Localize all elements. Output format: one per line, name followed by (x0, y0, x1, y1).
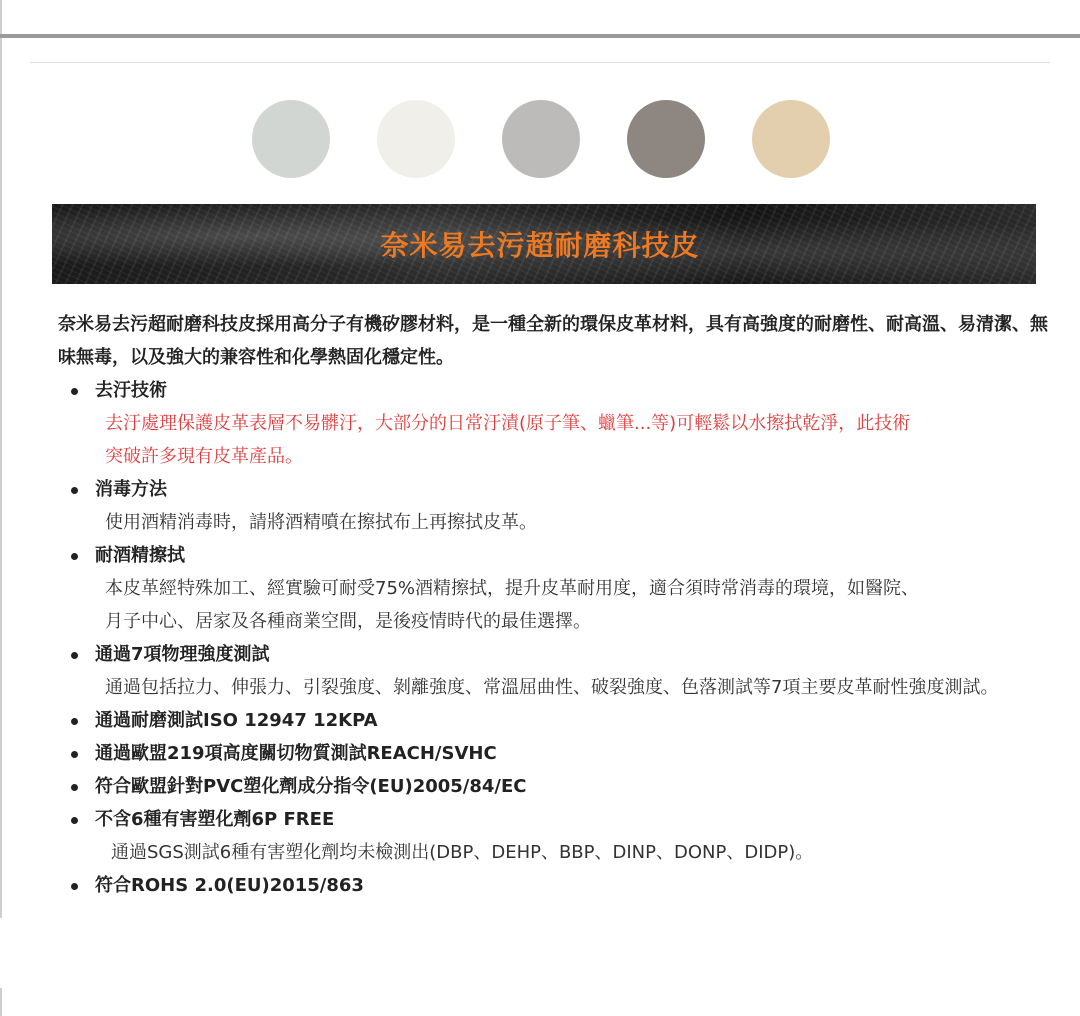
feature-item (58, 770, 1048, 803)
swatch-beige[interactable] (752, 100, 830, 178)
feature-title: 通過耐磨測試ISO 12947 12KPA (95, 710, 378, 731)
feature-description: 本皮革經特殊加工、經實驗可耐受75%酒精擦拭，提升皮革耐用度，適合須時常消毒的環境，如醫院、月子中心、居家及各種商業空間，是後疫情時代的最佳選擇。 (105, 578, 920, 632)
bullet-icon (71, 784, 78, 791)
section-divider (30, 62, 1050, 63)
product-description (58, 308, 1048, 902)
feature-item (58, 869, 1048, 902)
feature-item (58, 737, 1048, 770)
bullet-icon (71, 553, 78, 560)
feature-item (58, 704, 1048, 737)
bullet-icon (71, 388, 78, 395)
top-separator-bar (0, 34, 1080, 38)
swatch-light-gray[interactable] (252, 100, 330, 178)
feature-title: 通過7項物理強度測試 (95, 644, 270, 665)
feature-title: 不含6種有害塑化劑6P FREE (95, 809, 335, 830)
feature-description: 通過SGS測試6種有害塑化劑均未檢測出(DBP、DEHP、BBP、DINP、DONP、DIDP)。 (111, 842, 814, 863)
bullet-icon (71, 718, 78, 725)
color-swatches (252, 100, 830, 178)
bullet-icon (71, 751, 78, 758)
feature-description: 使用酒精消毒時，請將酒精噴在擦拭布上再擦拭皮革。 (105, 512, 537, 533)
feature-item (58, 473, 1048, 539)
feature-description: 去汙處理保護皮革表層不易髒汙，大部分的日常汙漬(原子筆、蠟筆...等)可輕鬆以水擦拭乾淨，此技術突破許多現有皮革產品。 (105, 413, 911, 467)
feature-list (58, 374, 1048, 902)
swatch-silver-gray[interactable] (502, 100, 580, 178)
feature-item (58, 539, 1048, 638)
product-banner (52, 204, 1036, 284)
feature-item (58, 638, 1048, 704)
intro-paragraph: 奈米易去污超耐磨科技皮採用高分子有機矽膠材料，是一種全新的環保皮革材料，具有高強度的耐磨性、耐高溫、易清潔、無味無毒，以及強大的兼容性和化學熱固化穩定性。 (58, 314, 1048, 368)
feature-item (58, 374, 1048, 473)
swatch-off-white[interactable] (377, 100, 455, 178)
bullet-icon (71, 652, 78, 659)
feature-title: 符合ROHS 2.0(EU)2015/863 (95, 875, 364, 896)
bullet-icon (71, 487, 78, 494)
bullet-icon (71, 817, 78, 824)
banner-title: 奈米易去污超耐磨科技皮 (380, 229, 700, 262)
page-left-edge (0, 0, 2, 918)
feature-description: 通過包括拉力、伸張力、引裂強度、剝離強度、常溫屈曲性、破裂強度、色落測試等7項主要皮革耐性強度測試。 (105, 677, 999, 698)
feature-title: 通過歐盟219項高度關切物質測試REACH/SVHC (95, 743, 497, 764)
feature-title: 耐酒精擦拭 (95, 545, 185, 566)
feature-title: 去汙技術 (95, 380, 167, 401)
feature-item (58, 803, 1048, 869)
swatch-taupe[interactable] (627, 100, 705, 178)
feature-title: 符合歐盟針對PVC塑化劑成分指令(EU)2005/84/EC (95, 776, 527, 797)
feature-title: 消毒方法 (95, 479, 167, 500)
page-left-edge-bottom (0, 988, 2, 1016)
bullet-icon (71, 883, 78, 890)
